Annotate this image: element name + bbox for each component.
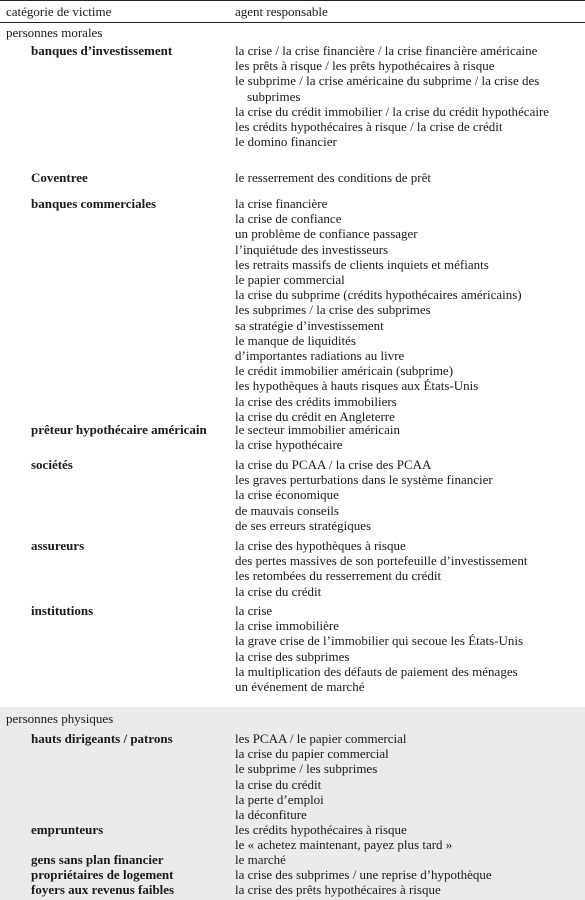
victim-category: hauts dirigeants / patrons: [31, 731, 173, 746]
agent-item: le papier commercial: [235, 272, 345, 288]
agent-item: l’inquiétude des investisseurs: [235, 241, 389, 257]
agent-item: des pertes massives de son portefeuille d’investissement: [235, 553, 528, 569]
agent-item: la crise des crédits immobiliers: [235, 393, 397, 409]
victim-category: Coventree: [31, 170, 88, 185]
victim-category: prêteur hypothécaire américain: [31, 422, 207, 437]
agent-item: sa stratégie d’investissement: [235, 317, 384, 333]
victim-category: assureurs: [31, 538, 85, 553]
agent-item: les retombées du resserrement du crédit: [235, 568, 442, 584]
agent-item: la crise financière: [235, 196, 328, 211]
agent-item: la crise du crédit: [235, 583, 322, 599]
agent-item: la crise: [235, 603, 273, 618]
agent-list: [235, 867, 580, 882]
agent-item: le subprime / la crise américaine du subprime / la crise des subprimes: [235, 73, 540, 104]
agent-item: les PCAA / le papier commercial: [235, 731, 407, 746]
agent-item: les subprimes / la crise des subprimes: [235, 302, 431, 318]
agent-item: la crise hypothécaire: [235, 437, 343, 453]
agent-item: un problème de confiance passager: [235, 226, 418, 242]
agent-list: [235, 422, 580, 452]
agent-item: le domino financier: [235, 134, 337, 150]
header-victim-category: catégorie de victime: [6, 4, 112, 19]
table-top-rule: [0, 0, 585, 1]
victim-category: sociétés: [31, 457, 73, 472]
agent-list: [235, 170, 580, 185]
agent-item: la crise des prêts hypothécaires à risque: [235, 882, 441, 897]
header-responsible-agent: agent responsable: [235, 4, 328, 19]
victim-category: emprunteurs: [31, 822, 104, 837]
agent-list: [235, 731, 580, 822]
agent-item: la déconfiture: [235, 807, 307, 823]
agent-list: [235, 538, 580, 599]
agent-list: [235, 457, 580, 533]
agent-item: la crise immobilière: [235, 618, 339, 634]
header-rule: [0, 22, 585, 23]
agent-item: le crédit immobilier américain (subprime): [235, 363, 454, 379]
agent-item: la perte d’emploi: [235, 791, 324, 807]
agent-item: la crise du crédit: [235, 776, 322, 792]
agent-item: la crise / la crise financière / la crise financière américaine: [235, 43, 538, 58]
table-header: [0, 2, 585, 22]
agent-item: le resserrement des conditions de prêt: [235, 170, 432, 185]
agent-list: [235, 196, 580, 424]
victim-category: propriétaires de logement: [31, 867, 174, 882]
agent-list: [235, 882, 580, 897]
agent-list: [235, 852, 580, 867]
agent-item: le secteur immobilier américain: [235, 422, 400, 437]
victim-category: banques d’investissement: [31, 43, 173, 58]
agent-item: d’importantes radiations au livre: [235, 348, 405, 364]
agent-item: les retraits massifs de clients inquiets et méfiants: [235, 256, 489, 272]
agent-item: de mauvais conseils: [235, 502, 339, 518]
agent-item: de ses erreurs stratégiques: [235, 517, 372, 533]
agent-item: la crise économique: [235, 487, 339, 503]
agent-item: les prêts à risque / les prêts hypothécaires à risque: [235, 58, 495, 74]
agent-item: le subprime / les subprimes: [235, 761, 378, 777]
agent-item: les hypothèques à hauts risques aux États-Unis: [235, 378, 479, 394]
victim-category: foyers aux revenus faibles: [31, 882, 175, 897]
section-legal-persons: [0, 24, 585, 707]
agent-item: les graves perturbations dans le système financier: [235, 472, 493, 488]
agent-item: la crise du subprime (crédits hypothécaires américains): [235, 287, 522, 303]
agent-item: la crise du PCAA / la crise des PCAA: [235, 457, 432, 472]
agent-item: les crédits hypothécaires à risque: [235, 822, 407, 837]
agent-list: [235, 822, 580, 852]
agent-item: les crédits hypothécaires à risque / la crise de crédit: [235, 119, 503, 135]
agent-list: [235, 603, 580, 694]
agent-item: la crise du papier commercial: [235, 746, 389, 762]
victim-category: gens sans plan financier: [31, 852, 164, 867]
agent-item: la crise des hypothèques à risque: [235, 538, 406, 553]
agent-item: un événement de marché: [235, 679, 365, 695]
agent-item: la grave crise de l’immobilier qui secoue les États-Unis: [235, 633, 524, 649]
agent-item: le « achetez maintenant, payez plus tard »: [235, 837, 453, 853]
agent-item: la crise des subprimes: [235, 648, 350, 664]
agent-item: le manque de liquidités: [235, 332, 356, 348]
agent-item: la crise des subprimes / une reprise d’hypothèque: [235, 867, 492, 882]
section-natural-persons: [0, 707, 585, 900]
agent-item: le marché: [235, 852, 286, 867]
victim-category: institutions: [31, 603, 94, 618]
agent-item: la multiplication des défauts de paiement des ménages: [235, 663, 518, 679]
agent-list: [235, 43, 580, 149]
section-title: personnes physiques: [6, 711, 114, 726]
victim-category: banques commerciales: [31, 196, 157, 211]
agent-item: la crise du crédit immobilier / la crise du crédit hypothécaire: [235, 103, 550, 119]
agent-item: la crise de confiance: [235, 211, 342, 227]
agent-item: la crise du crédit en Angleterre: [235, 408, 395, 424]
section-title: personnes morales: [6, 25, 103, 40]
